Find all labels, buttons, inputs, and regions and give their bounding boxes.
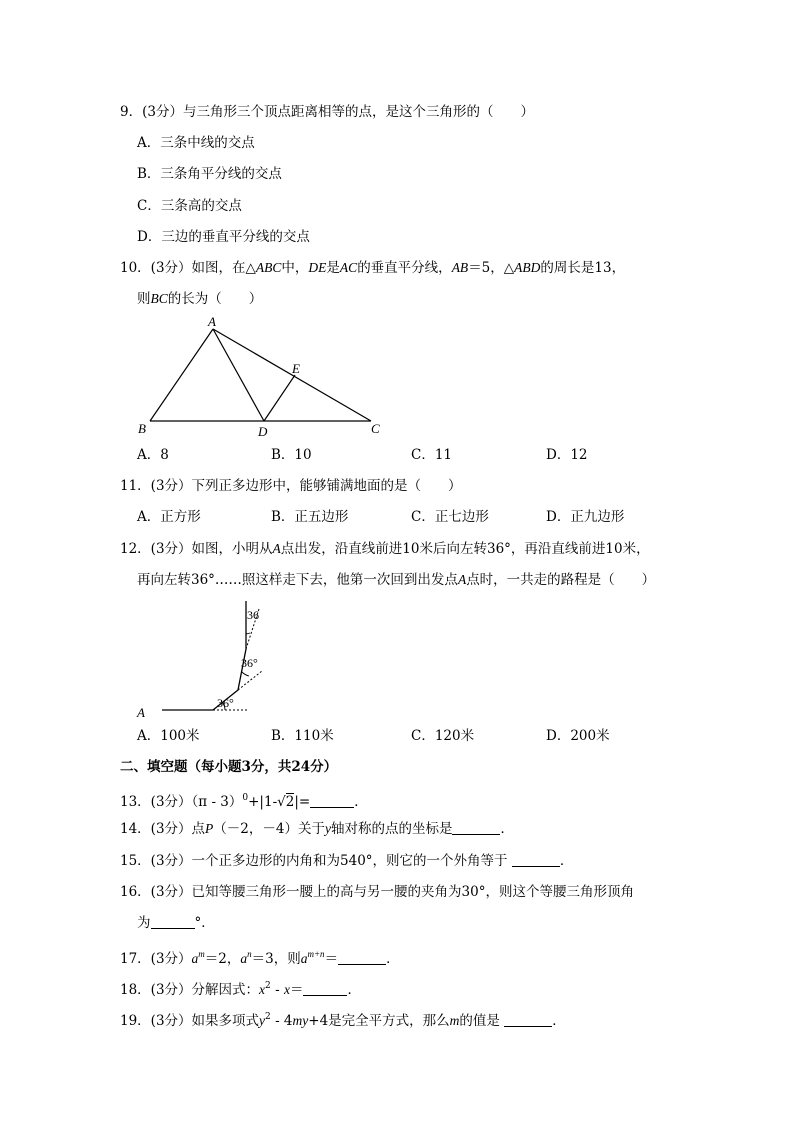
q11-stem: 11．(3分）下列正多边形中，能够铺满地面的是（ ） (120, 478, 462, 494)
q10-stem-line1: 10．(3分）如图，在△ABC中，DE是AC的垂直平分线，AB＝5，△ABD的周长是13， (120, 260, 626, 276)
q10-stem-line2: 则BC的长为（ ） (137, 291, 263, 307)
q10-option-b: B．10 (271, 447, 312, 463)
label-point-d: D (258, 424, 268, 439)
q13: 13．(3分）（π - 3）$^0$+|1-√2|= ． (120, 793, 368, 810)
q9-option-b: B．三条角平分线的交点 (137, 166, 282, 182)
angle-label-3: 36 (247, 608, 259, 622)
sqrt-symbol: √ (277, 794, 286, 810)
answer-blank (310, 795, 354, 808)
angle-label-2: 36° (241, 656, 258, 670)
q10-option-a: A．8 (137, 447, 169, 463)
q12-option-c: C．120米 (411, 728, 475, 744)
answer-blank (512, 854, 560, 867)
answer-blank (452, 822, 500, 835)
q9-stem: 9．(3分）与三角形三个顶点距离相等的点，是这个三角形的（ ） (120, 104, 534, 120)
answer-blank (303, 983, 347, 996)
label-point-c: C (371, 421, 380, 436)
angle-label-1: 36° (217, 696, 234, 710)
q12-stem-line1: 12．(3分）如图，小明从A点出发，沿直线前进10米后向左转36°，再沿直线前进10米， (120, 541, 650, 557)
q11-option-c: C．正七边形 (411, 509, 489, 525)
q11-option-a: A．正方形 (137, 509, 201, 525)
q16-line2: 为 °． (137, 915, 215, 931)
q19: 19．(3分）如果多项式$y^2 - 4my+4$是完全平方式，那么m的值是 ． (120, 1012, 566, 1029)
q10-option-d: D．12 (546, 447, 588, 463)
q9-option-c: C．三条高的交点 (137, 198, 242, 214)
label-point-b: B (138, 421, 146, 436)
label-start-a: A (137, 705, 145, 720)
q12-option-a: A．100米 (137, 728, 200, 744)
label-point-a: A (208, 314, 216, 329)
q9-option-d: D．三边的垂直平分线的交点 (137, 229, 310, 245)
q17: 17．(3分）$a^m=2$，$a^n=3$，则$a^{m+n}=$ ． (120, 949, 400, 967)
answer-blank (338, 952, 386, 965)
q9-option-a: A．三条中线的交点 (137, 135, 255, 151)
label-point-e: E (292, 361, 300, 376)
q12-stem-line2: 再向左转36°……照这样走下去，他第一次回到出发点A点时，一共走的路程是（ ） (137, 572, 656, 588)
answer-blank (151, 916, 195, 929)
q18: 18．(3分）分解因式：$x^2 - x=$ ． (120, 981, 361, 998)
q12-option-d: D．200米 (546, 728, 610, 744)
section-2-heading: 二、填空题（每小题3分，共24分） (120, 759, 338, 775)
q15: 15．(3分）一个正多边形的内角和为540°，则它的一个外角等于 ． (120, 853, 574, 869)
q16-line1: 16．(3分）已知等腰三角形一腰上的高与另一腰的夹角为30°，则这个等腰三角形顶角 (120, 884, 634, 900)
q12-option-b: B．110米 (271, 728, 334, 744)
q11-option-d: D．正九边形 (546, 509, 625, 525)
answer-blank (504, 1014, 552, 1027)
q14: 14．(3分）点P（－2，－4）关于y轴对称的点的坐标是 ． (120, 821, 514, 837)
q11-option-b: B．正五边形 (271, 509, 349, 525)
q10-option-c: C．11 (411, 447, 453, 463)
